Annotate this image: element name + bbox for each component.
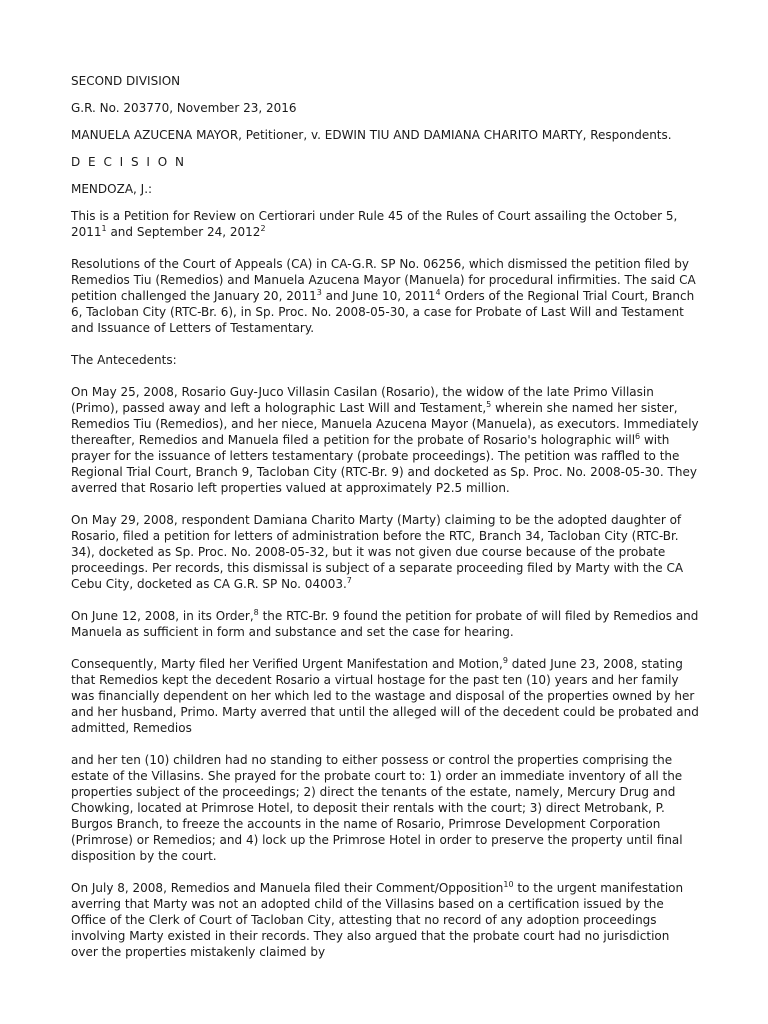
footnote-ref[interactable]: 8 xyxy=(253,608,259,617)
case-number: G.R. No. 203770, November 23, 2016 xyxy=(71,101,297,115)
antecedents-heading: The Antecedents: xyxy=(71,353,177,367)
footnote-ref[interactable]: 10 xyxy=(503,880,514,889)
case-parties: MANUELA AZUCENA MAYOR, Petitioner, v. EDWIN TIU AND DAMIANA CHARITO MARTY, Respondents. xyxy=(71,128,672,142)
footnote-ref[interactable]: 6 xyxy=(635,432,641,441)
footnote-ref[interactable]: 3 xyxy=(316,288,322,297)
footnote-ref[interactable]: 1 xyxy=(101,224,107,233)
may25-paragraph: On May 25, 2008, Rosario Guy-Juco Villasin Casilan (Rosario), the widow of the late Primo Villasin (Primo), passed away and left a holographic Last Will and Testament,$^5$ wherein she named her sister, Remedios Tiu (Remedios), and her niece, Manuela Azucena Mayor (Manuela), as executors. Immediately thereafter, Remedios and Manuela filed a petition for the probate of Rosario's holographic will$^6$ with prayer for the issuance of letters testamentary (probate proceedings). The petition was raffled to the Regional Trial Court, Branch 9, Tacloban City (RTC-Br. 9) and docketed as Sp. Proc. No. 2008-05-30. They averred that Rosario left properties valued at approximately P2.5 million. xyxy=(71,385,699,495)
footnote-ref[interactable]: 9 xyxy=(502,656,508,665)
children-paragraph: and her ten (10) children had no standing to either possess or control the properties comprising the estate of the Villasins. She prayed for the probate court to: 1) order an immediate inventory of all the properties subject of the proceedings; 2) direct the tenants of the estate, namely, Mercury Drug and Chowking, located at Primrose Hotel, to deposit their rentals with the court; 3) direct Metrobank, P. Burgos Branch, to freeze the accounts in the name of Rosario, Primrose Development Corporation (Primrose) or Remedios; and 4) lock up the Primrose Hotel in order to preserve the property until final disposition by the court. xyxy=(71,753,683,863)
resolutions-paragraph: Resolutions of the Court of Appeals (CA) in CA-G.R. SP No. 06256, which dismissed the petition filed by Remedios Tiu (Remedios) and Manuela Azucena Mayor (Manuela) for procedural infirmities. The said CA petition challenged the January 20, 2011$^3$ and June 10, 2011$^4$ Orders of the Regional Trial Court, Branch 6, Tacloban City (RTC-Br. 6), in Sp. Proc. No. 2008-05-30, a case for Probate of Last Will and Testament and Issuance of Letters of Testamentary. xyxy=(71,257,696,335)
ponente: MENDOZA, J.: xyxy=(71,182,153,196)
july8-paragraph: On July 8, 2008, Remedios and Manuela filed their Comment/Opposition$^{10}$ to the urgent manifestation averring that Marty was not an adopted child of the Villasins based on a certification issued by the Office of the Clerk of Court of Tacloban City, attesting that no record of any adoption proceedings involving Marty existed in their records. They also argued that the probate court had no jurisdiction over the properties mistakenly claimed by xyxy=(71,880,684,959)
footnote-ref[interactable]: 2 xyxy=(260,224,266,233)
division-heading: SECOND DIVISION xyxy=(71,74,181,88)
document-page xyxy=(71,73,699,976)
june12-paragraph: On June 12, 2008, in its Order,$^8$ the RTC-Br. 9 found the petition for probate of will filed by Remedios and Manuela as sufficient in form and substance and set the case for hearing. xyxy=(71,608,699,639)
may29-paragraph: On May 29, 2008, respondent Damiana Charito Marty (Marty) claiming to be the adopted daughter of Rosario, filed a petition for letters of administration before the RTC, Branch 34, Tacloban City (RTC-Br. 34), docketed as Sp. Proc. No. 2008-05-32, but it was not given due course because of the probate proceedings. Per records, this dismissal is subject of a separate proceeding filed by Marty with the CA Cebu City, docketed as CA G.R. SP No. 04003.$^7$ xyxy=(71,513,684,591)
footnote-ref[interactable]: 5 xyxy=(486,400,492,409)
footnote-ref[interactable]: 7 xyxy=(346,576,352,585)
intro-paragraph: This is a Petition for Review on Certiorari under Rule 45 of the Rules of Court assailing the October 5, 2011$^1$ and September 24, 2012$^2$ xyxy=(71,209,678,239)
footnote-ref[interactable]: 4 xyxy=(435,288,441,297)
decision-heading: D E C I S I O N xyxy=(71,155,187,169)
consequently-paragraph: Consequently, Marty filed her Verified Urgent Manifestation and Motion,$^9$ dated June 23, 2008, stating that Remedios kept the decedent Rosario a virtual hostage for the past ten (10) years and her family was financially dependent on her which led to the wastage and disposal of the properties owned by her and her husband, Primo. Marty averred that until the alleged will of the decedent could be probated and admitted, Remedios xyxy=(71,656,699,735)
